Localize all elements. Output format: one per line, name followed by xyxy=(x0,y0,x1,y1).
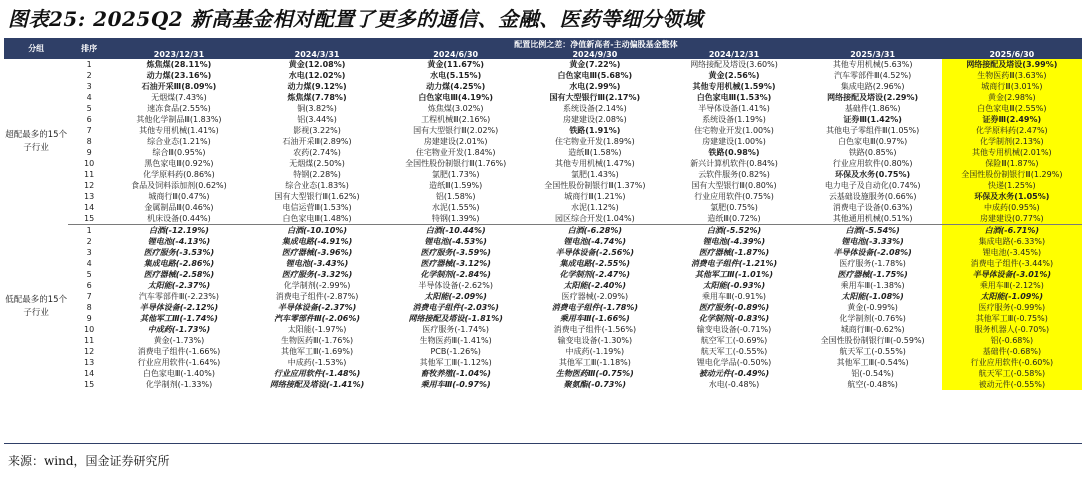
industry-cell: 住宅物业开发(1.00%) xyxy=(694,126,774,135)
industry-cell: 化学原料药(2.47%) xyxy=(942,125,1082,136)
industry-cell: 消费电子组件(-2.03%) xyxy=(412,303,499,312)
industry-cell: 被动元件(-0.55%) xyxy=(942,379,1082,390)
industry-cell: 铜(3.82%) xyxy=(297,104,337,113)
industry-cell: 房建建设(1.00%) xyxy=(702,137,766,146)
industry-cell: 其他专用机械(5.63%) xyxy=(832,60,913,69)
industry-cell: 生物医药Ⅲ(3.63%) xyxy=(942,70,1082,81)
industry-cell: 无烟煤(7.43%) xyxy=(151,93,207,102)
industry-cell: 太阳能(-0.93%) xyxy=(702,281,766,290)
industry-cell: 消费电子组件(-1.21%) xyxy=(690,259,778,268)
date-column-header: 2024/9/30 xyxy=(525,50,664,59)
industry-cell: 医疗器械(-1.75%) xyxy=(837,270,908,279)
rank-cell: 5 xyxy=(86,104,92,113)
industry-cell: 白色家电Ⅲ(1.53%) xyxy=(696,93,772,102)
industry-cell: 医疗服务(-0.99%) xyxy=(942,302,1082,313)
industry-cell: 乘用车Ⅲ(-2.12%) xyxy=(942,280,1082,291)
rank-cell: 14 xyxy=(84,369,95,378)
table-row xyxy=(4,236,1082,247)
industry-cell: 医疗服务(-1.74%) xyxy=(422,325,489,334)
table-row xyxy=(4,158,1082,169)
industry-cell: 铁路(0.85%) xyxy=(848,148,897,157)
industry-cell: PCB(-1.26%) xyxy=(430,347,481,356)
industry-cell: 影视(3.22%) xyxy=(293,126,341,135)
industry-cell: 白色家电Ⅲ(0.97%) xyxy=(838,137,908,146)
industry-cell: 特钢(2.28%) xyxy=(293,170,341,179)
allocation-diff-table xyxy=(4,38,1082,390)
industry-cell: 城商行Ⅲ(3.01%) xyxy=(942,81,1082,92)
industry-cell: 白酒(-6.28%) xyxy=(567,226,623,235)
industry-cell: 太阳能(-2.09%) xyxy=(424,292,487,301)
industry-cell: 造纸Ⅲ(0.72%) xyxy=(664,213,803,225)
industry-cell: 水电(2.99%) xyxy=(569,82,621,91)
industry-cell: 工程机械Ⅲ(2.16%) xyxy=(421,115,491,124)
industry-cell: 氯肥(1.73%) xyxy=(431,170,480,179)
industry-cell: 医疗器械(-2.09%) xyxy=(561,292,629,301)
rank-cell: 10 xyxy=(84,325,95,334)
industry-cell: 黄金(12.08%) xyxy=(288,60,346,69)
industry-cell: 化学制剂(-2.84%) xyxy=(420,270,491,279)
industry-cell: 集成电路(-2.86%) xyxy=(143,259,215,268)
rank-cell: 9 xyxy=(86,148,92,157)
industry-cell: 锂电池(-4.74%) xyxy=(563,237,627,246)
industry-cell: 行业应用软件(0.75%) xyxy=(694,192,774,201)
industry-cell: 国有大型银行Ⅲ(0.80%) xyxy=(691,181,777,190)
industry-cell: 消费电子组件(-3.44%) xyxy=(942,258,1082,269)
industry-cell: 乘用车Ⅲ(-0.97%) xyxy=(420,380,491,389)
table-row xyxy=(4,368,1082,379)
industry-cell: 医疗服务(-3.53%) xyxy=(143,248,215,257)
industry-cell: 基础件(-0.68%) xyxy=(942,346,1082,357)
industry-cell: 汽车零部件Ⅲ(-2.23%) xyxy=(138,292,219,301)
rank-cell: 4 xyxy=(86,259,92,268)
industry-cell: 航天军工(-0.55%) xyxy=(839,347,906,356)
industry-cell: 消费电子组件(-1.56%) xyxy=(553,325,637,334)
industry-cell: 半导体设备(-2.12%) xyxy=(139,303,219,312)
industry-cell: 汽车零部件Ⅲ(-2.06%) xyxy=(274,314,361,323)
industry-cell: 城商行Ⅲ(-0.62%) xyxy=(840,325,905,334)
industry-cell: 中成药(-1.19%) xyxy=(565,347,625,356)
industry-cell: 乘用车Ⅲ(-1.38%) xyxy=(840,281,905,290)
industry-cell: 石油开采Ⅲ(2.89%) xyxy=(282,137,352,146)
table-row xyxy=(4,280,1082,291)
industry-cell: 航天军工(-0.55%) xyxy=(700,347,768,356)
rank-cell: 1 xyxy=(86,60,92,69)
industry-cell: 化学制剂(-0.76%) xyxy=(839,314,906,323)
group-label: 低配最多的15个子行业 xyxy=(5,295,68,319)
industry-cell: 金属制品Ⅲ(0.46%) xyxy=(144,203,214,212)
table-row xyxy=(4,147,1082,158)
industry-cell: 乘用车Ⅲ(-0.91%) xyxy=(701,292,767,301)
rank-cell: 11 xyxy=(84,170,95,179)
industry-cell: 航天军工(-0.58%) xyxy=(942,368,1082,379)
industry-cell: 消费电子组件(-2.87%) xyxy=(275,292,359,301)
industry-cell: 白酒(-12.19%) xyxy=(148,226,209,235)
rank-cell: 11 xyxy=(84,336,95,345)
industry-cell: 证券Ⅲ(2.49%) xyxy=(942,114,1082,125)
rank-cell: 13 xyxy=(84,358,95,367)
industry-cell: 黄金(2.98%) xyxy=(942,92,1082,103)
industry-cell: 畜牧养殖(-1.04%) xyxy=(420,369,491,378)
industry-cell: 环保及水务(0.75%) xyxy=(835,170,911,179)
industry-cell: 铝(3.44%) xyxy=(297,115,337,124)
industry-cell: 其他军工Ⅲ(-1.01%) xyxy=(695,270,773,279)
date-column-header: 2024/12/31 xyxy=(664,50,803,59)
industry-cell: 白酒(-10.44%) xyxy=(425,226,486,235)
industry-cell: 园区综合开发(1.04%) xyxy=(525,213,664,225)
industry-cell: 特钢(1.39%) xyxy=(386,213,525,225)
industry-cell: 全国性股份制银行Ⅲ(1.37%) xyxy=(544,181,646,190)
industry-cell: 网络接配及塔设(2.29%) xyxy=(827,93,919,102)
industry-cell: 造纸Ⅲ(1.59%) xyxy=(429,181,483,190)
industry-cell: 基础件(1.86%) xyxy=(844,104,901,113)
industry-cell: 锂电池(-3.45%) xyxy=(942,247,1082,258)
industry-cell: 系统设备(2.14%) xyxy=(563,104,627,113)
rank-cell: 3 xyxy=(86,248,92,257)
table-row xyxy=(4,70,1082,81)
date-column-header: 2025/3/31 xyxy=(804,50,942,59)
industry-cell: 黄金(-1.73%) xyxy=(153,336,205,345)
industry-cell: 铝(-0.68%) xyxy=(942,335,1082,346)
industry-cell: 服务机器人(-0.70%) xyxy=(942,324,1082,335)
industry-cell: 白色家电Ⅲ(5.68%) xyxy=(557,71,633,80)
industry-cell: 乘用车Ⅲ(-1.66%) xyxy=(559,314,630,323)
industry-cell: 氯肥(0.75%) xyxy=(710,203,758,212)
industry-cell: 其他专用机械(1.59%) xyxy=(692,82,776,91)
industry-cell: 白酒(-5.54%) xyxy=(845,226,900,235)
industry-cell: 中成药(0.95%) xyxy=(942,202,1082,213)
rank-cell: 10 xyxy=(84,159,95,168)
rank-cell: 4 xyxy=(86,93,92,102)
industry-cell: 太阳能(-1.09%) xyxy=(942,291,1082,302)
industry-cell: 快递(1.25%) xyxy=(942,180,1082,191)
industry-cell: 黑色家电Ⅲ(0.92%) xyxy=(144,159,214,168)
table-row xyxy=(4,346,1082,357)
industry-cell: 医疗器械(-2.58%) xyxy=(143,270,215,279)
industry-cell: 其他专用机械(1.41%) xyxy=(139,126,219,135)
industry-cell: 锂电化学品(-0.50%) xyxy=(696,358,772,367)
table-bottom-rule xyxy=(4,443,1082,444)
industry-cell: 网络接配及塔设(-1.81%) xyxy=(408,314,503,323)
industry-cell: 集成电路(-2.55%) xyxy=(559,259,631,268)
table-row xyxy=(4,258,1082,269)
table-body xyxy=(4,59,1082,390)
industry-cell: 医疗器械(-1.87%) xyxy=(698,248,770,257)
industry-cell: 无烟煤(2.50%) xyxy=(289,159,345,168)
industry-cell: 医疗器械(-3.12%) xyxy=(420,259,491,268)
industry-cell: 机床设备(0.44%) xyxy=(110,213,248,225)
industry-cell: 化学制剂(-2.99%) xyxy=(283,281,351,290)
industry-cell: 太阳能(-1.08%) xyxy=(841,292,904,301)
rank-cell: 15 xyxy=(68,213,110,225)
rank-cell: 5 xyxy=(86,270,92,279)
industry-cell: 新兴计算机软件(0.84%) xyxy=(690,159,778,168)
industry-cell: 网络接配及塔设(-1.41%) xyxy=(269,380,365,389)
industry-cell: 白色家电Ⅲ(4.19%) xyxy=(418,93,494,102)
rank-cell: 9 xyxy=(86,314,92,323)
industry-cell: 其他军工Ⅲ(-1.12%) xyxy=(419,358,492,367)
industry-cell: 航空(-0.48%) xyxy=(847,380,898,389)
industry-cell: 食品及饲料添加剂(0.62%) xyxy=(131,181,227,190)
industry-cell: 白酒(-6.71%) xyxy=(942,225,1082,237)
industry-cell: 炼焦煤(3.02%) xyxy=(427,104,484,113)
industry-cell: 房建建设(2.08%) xyxy=(563,115,627,124)
industry-cell: 城商行Ⅲ(1.21%) xyxy=(564,192,626,201)
industry-cell: 航空军工(-0.69%) xyxy=(700,336,768,345)
date-column-header: 2024/6/30 xyxy=(386,50,525,59)
rank-cell: 7 xyxy=(86,292,92,301)
group-column-header: 分组 xyxy=(4,38,68,59)
industry-cell: 铝(1.58%) xyxy=(435,192,476,201)
industry-cell: 半导体设备(-2.37%) xyxy=(277,303,357,312)
table-row xyxy=(4,225,1082,237)
industry-cell: 房建建设(0.77%) xyxy=(942,213,1082,225)
industry-cell: 其他专用机械(2.01%) xyxy=(942,147,1082,158)
industry-cell: 造纸Ⅲ(1.58%) xyxy=(568,148,622,157)
table-row xyxy=(4,379,1082,390)
industry-cell: 行业应用软件(0.80%) xyxy=(832,159,913,168)
industry-cell: 云基础设施服务(0.66%) xyxy=(828,192,917,201)
industry-cell: 医疗服务(-3.32%) xyxy=(281,270,353,279)
industry-cell: 城商行Ⅲ(0.47%) xyxy=(148,192,210,201)
industry-cell: 汽车零部件Ⅲ(4.52%) xyxy=(834,71,912,80)
table-row xyxy=(4,213,1082,225)
industry-cell: 动力煤(4.25%) xyxy=(426,82,486,91)
industry-cell: 综合业态(1.83%) xyxy=(285,181,349,190)
industry-cell: 全国性股份制银行Ⅲ(1.76%) xyxy=(405,159,507,168)
industry-cell: 太阳能(-2.37%) xyxy=(147,281,211,290)
industry-cell: 网络接配及塔设(3.60%) xyxy=(690,60,778,69)
industry-cell: 其他军工Ⅲ(-1.74%) xyxy=(139,314,218,323)
rank-cell: 6 xyxy=(86,115,92,124)
industry-cell: 中成药(-1.73%) xyxy=(147,325,211,334)
table-row xyxy=(4,180,1082,191)
industry-cell: 网络接配及塔设(3.99%) xyxy=(942,59,1082,70)
industry-cell: 住宅物业开发(1.84%) xyxy=(415,148,496,157)
source-note: 来源：wind，国金证券研究所 xyxy=(8,454,170,468)
industry-cell: 锂电池(-3.33%) xyxy=(841,237,904,246)
industry-cell: 锂电池(-3.43%) xyxy=(285,259,349,268)
super-header: 配置比例之差：净值新高者-主动偏股基金整体 xyxy=(110,38,1082,50)
table-row xyxy=(4,81,1082,92)
table-row xyxy=(4,169,1082,180)
industry-cell: 集成电路(-4.91%) xyxy=(281,237,353,246)
industry-cell: 系统设备(1.19%) xyxy=(702,115,766,124)
table-row xyxy=(4,125,1082,136)
industry-cell: 生物医药Ⅲ(-1.41%) xyxy=(419,336,492,345)
rank-cell: 6 xyxy=(86,281,92,290)
table-row xyxy=(4,335,1082,346)
industry-cell: 国有大型银行Ⅲ(2.17%) xyxy=(549,93,641,102)
date-column-header: 2025/6/30 xyxy=(942,50,1082,59)
industry-cell: 化学制剂(-1.33%) xyxy=(145,380,213,389)
industry-cell: 其他通用机械(0.51%) xyxy=(804,213,942,225)
table-row xyxy=(4,136,1082,147)
table-row xyxy=(4,357,1082,368)
industry-cell: 输变电设备(-0.71%) xyxy=(696,325,772,334)
table-header xyxy=(4,38,1082,59)
industry-cell: 保险Ⅲ(1.87%) xyxy=(942,158,1082,169)
industry-cell: 消费电子组件(-1.66%) xyxy=(137,347,221,356)
industry-cell: 化学原料药(0.86%) xyxy=(143,170,215,179)
allocation-table-wrapper xyxy=(4,38,1082,390)
industry-cell: 水泥(1.55%) xyxy=(431,203,480,212)
industry-cell: 半导体设备(-3.01%) xyxy=(942,269,1082,280)
industry-cell: 集成电路(2.96%) xyxy=(840,82,905,91)
industry-cell: 行业应用软件(-0.60%) xyxy=(942,357,1082,368)
date-column-header: 2023/12/31 xyxy=(110,50,248,59)
industry-cell: 半导体设备(-2.62%) xyxy=(418,281,493,290)
industry-cell: 消费电子组件(-1.78%) xyxy=(551,303,639,312)
group-label: 超配最多的15个子行业 xyxy=(5,129,68,153)
rank-cell: 14 xyxy=(84,203,95,212)
industry-cell: 全国性股份制银行Ⅲ(1.29%) xyxy=(942,169,1082,180)
industry-cell: 白色家电Ⅲ(2.55%) xyxy=(942,103,1082,114)
industry-cell: 铁路(0.98%) xyxy=(708,148,760,157)
industry-cell: 行业应用软件(-1.48%) xyxy=(273,369,361,378)
industry-cell: 云软件服务(0.82%) xyxy=(698,170,770,179)
industry-cell: 国有大型银行Ⅲ(2.02%) xyxy=(413,126,499,135)
industry-cell: 白酒(-10.10%) xyxy=(287,226,348,235)
industry-cell: 动力煤(23.16%) xyxy=(146,71,212,80)
industry-cell: 其他军工Ⅲ(-1.18%) xyxy=(558,358,631,367)
table-row xyxy=(4,202,1082,213)
industry-cell: 生物医药Ⅲ(-1.76%) xyxy=(281,336,354,345)
industry-cell: 医疗服务(-3.59%) xyxy=(420,248,491,257)
table-row xyxy=(4,103,1082,114)
industry-cell: 医疗服务(-0.89%) xyxy=(698,303,770,312)
date-column-header: 2024/3/31 xyxy=(248,50,386,59)
table-row xyxy=(4,92,1082,103)
industry-cell: 白色家电Ⅲ(1.48%) xyxy=(248,213,386,225)
industry-cell: 其他专用机械(1.47%) xyxy=(555,159,635,168)
table-row xyxy=(4,302,1082,313)
industry-cell: 半导体设备(-2.08%) xyxy=(833,248,912,257)
table-row xyxy=(4,247,1082,258)
industry-cell: 综合业态(1.21%) xyxy=(147,137,211,146)
industry-cell: 医疗器械(-3.96%) xyxy=(281,248,353,257)
industry-cell: 消费电子设备(0.63%) xyxy=(832,203,913,212)
industry-cell: 聚氨酯(-0.73%) xyxy=(563,380,627,389)
industry-cell: 化学制剂(-2.47%) xyxy=(559,270,631,279)
industry-cell: 其他军工Ⅲ(-0.54%) xyxy=(836,358,909,367)
industry-cell: 速冻食品(2.55%) xyxy=(147,104,211,113)
rank-cell: 1 xyxy=(86,226,92,235)
industry-cell: 氯肥(1.43%) xyxy=(571,170,619,179)
rank-cell: 15 xyxy=(84,380,95,389)
figure-title: 图表25: 2025Q2 新高基金相对配置了更多的通信、金融、医药等细分领域 xyxy=(8,7,704,31)
table-row xyxy=(4,291,1082,302)
rank-cell: 13 xyxy=(84,192,95,201)
industry-cell: 太阳能(-1.97%) xyxy=(287,325,347,334)
rank-cell: 2 xyxy=(86,237,92,246)
industry-cell: 炼焦煤(28.11%) xyxy=(146,60,212,69)
industry-cell: 集成电路(-6.33%) xyxy=(942,236,1082,247)
industry-cell: 白色家电Ⅲ(-1.40%) xyxy=(142,369,215,378)
industry-cell: 黄金(7.22%) xyxy=(569,60,621,69)
industry-cell: 锂电池(-4.13%) xyxy=(147,237,211,246)
industry-cell: 炼焦煤(7.78%) xyxy=(287,93,347,102)
industry-cell: 住宅物业开发(1.89%) xyxy=(555,137,635,146)
industry-cell: 医疗服务(-1.78%) xyxy=(839,259,906,268)
industry-cell: 锂电池(-4.39%) xyxy=(702,237,766,246)
industry-cell: 房建建设(2.01%) xyxy=(423,137,488,146)
industry-cell: 全国性股份制银行Ⅲ(-0.59%) xyxy=(820,336,925,345)
industry-cell: 铁路(1.91%) xyxy=(569,126,621,135)
industry-cell: 石油开采Ⅲ(8.09%) xyxy=(141,82,217,91)
rank-column-header: 排序 xyxy=(68,38,110,59)
industry-cell: 水电(12.02%) xyxy=(288,71,346,80)
industry-cell: 化学制剂(2.13%) xyxy=(942,136,1082,147)
industry-cell: 黄金(11.67%) xyxy=(427,60,485,69)
industry-cell: 中成药(-1.53%) xyxy=(287,358,347,367)
industry-cell: 黄金(-0.99%) xyxy=(847,303,898,312)
industry-cell: 生物医药Ⅲ(-0.75%) xyxy=(555,369,634,378)
industry-cell: 证券Ⅲ(1.42%) xyxy=(843,115,902,124)
industry-cell: 其他化学制品Ⅲ(1.83%) xyxy=(136,115,222,124)
rank-cell: 8 xyxy=(86,137,92,146)
industry-cell: 半导体设备(1.41%) xyxy=(698,104,770,113)
industry-cell: 被动元件(-0.49%) xyxy=(698,369,770,378)
industry-cell: 水电(-0.48%) xyxy=(708,380,760,389)
industry-cell: 输变电设备(-1.30%) xyxy=(557,336,633,345)
table-row xyxy=(4,313,1082,324)
table-row xyxy=(4,269,1082,280)
industry-cell: 半导体设备(-2.56%) xyxy=(555,248,635,257)
rank-cell: 7 xyxy=(86,126,92,135)
rank-cell: 2 xyxy=(86,71,92,80)
table-row xyxy=(4,114,1082,125)
industry-cell: 农药(2.74%) xyxy=(293,148,341,157)
rank-cell: 3 xyxy=(86,82,92,91)
industry-cell: 电信运营Ⅲ(1.53%) xyxy=(282,203,352,212)
rank-cell: 12 xyxy=(84,347,95,356)
industry-cell: 太阳能(-2.40%) xyxy=(563,281,627,290)
industry-cell: 电力电子及自动化(0.74%) xyxy=(824,181,921,190)
industry-cell: 综合Ⅲ(0.95%) xyxy=(152,148,206,157)
industry-cell: 白酒(-5.52%) xyxy=(706,226,762,235)
rank-cell: 12 xyxy=(84,181,95,190)
industry-cell: 锂电池(-4.53%) xyxy=(424,237,487,246)
industry-cell: 其他电子零组件Ⅲ(1.05%) xyxy=(826,126,920,135)
rank-cell: 8 xyxy=(86,303,92,312)
industry-cell: 动力煤(9.12%) xyxy=(287,82,347,91)
industry-cell: 环保及水务(1.05%) xyxy=(942,191,1082,202)
table-row xyxy=(4,59,1082,70)
industry-cell: 其他军工Ⅲ(-1.69%) xyxy=(281,347,354,356)
industry-cell: 其他军工Ⅲ(-0.75%) xyxy=(942,313,1082,324)
industry-cell: 水电(5.15%) xyxy=(430,71,482,80)
industry-cell: 铝(-0.54%) xyxy=(851,369,894,378)
table-row xyxy=(4,324,1082,335)
table-row xyxy=(4,191,1082,202)
industry-cell: 国有大型银行Ⅲ(1.62%) xyxy=(274,192,360,201)
industry-cell: 行业应用软件(-1.64%) xyxy=(137,358,221,367)
industry-cell: 黄金(2.56%) xyxy=(708,71,760,80)
industry-cell: 化学制剂(-0.83%) xyxy=(698,314,770,323)
industry-cell: 水泥(1.12%) xyxy=(571,203,619,212)
